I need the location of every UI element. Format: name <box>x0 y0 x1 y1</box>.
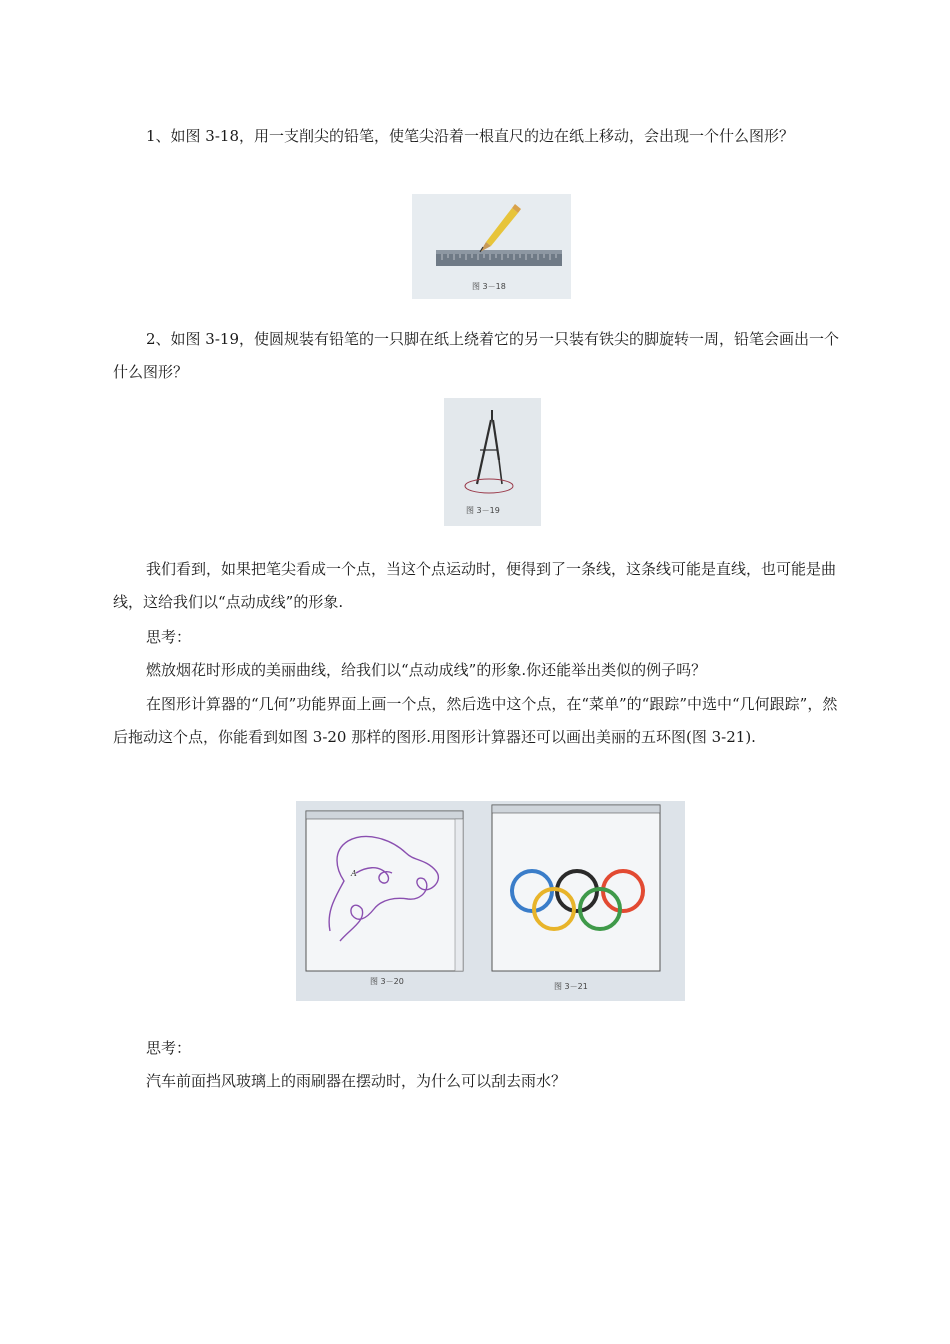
figure-3-20-caption: 图 3－20 <box>370 977 404 986</box>
figure-3-18 <box>412 194 571 299</box>
dot-forms-line-paragraph: 我们看到，如果把笔尖看成一个点，当这个点运动时，便得到了一条线，这条线可能是直线，也可能是曲线，这给我们以“点动成线”的形象. <box>113 560 837 611</box>
problem-2-text: 2、如图 3-19，使圆规装有铅笔的一只脚在纸上绕着它的另一只装有铁尖的脚旋转一周，铅笔会画出一个什么图形？ <box>113 330 840 381</box>
figure-3-20 <box>306 811 463 986</box>
figure-3-21 <box>492 805 660 991</box>
think-2-text: 汽车前面挡风玻璃上的雨刷器在摆动时，为什么可以刮去雨水？ <box>146 1072 567 1090</box>
calculator-paragraph: 在图形计算器的“几何”功能界面上画一个点，然后选中这个点，在“菜单”的“跟踪”中选中“几何跟踪”，然后拖动这个点，你能看到如图 3-20 那样的图形.用图形计算器还可以画出美丽的五环图(图 3-21). <box>113 695 838 746</box>
figure-3-19 <box>444 398 541 526</box>
think-1-text: 燃放烟花时形成的美丽曲线，给我们以“点动成线”的形象.你还能举出类似的例子吗？ <box>146 661 707 679</box>
figure-3-21-caption: 图 3－21 <box>554 982 588 991</box>
problem-1-text: 1、如图 3-18，用一支削尖的铅笔，使笔尖沿着一根直尺的边在纸上移动，会出现一个什么图形？ <box>146 127 795 145</box>
figure-3-19-caption: 图 3－19 <box>466 506 500 515</box>
figure-3-18-caption: 图 3－18 <box>472 282 506 291</box>
point-a-label: A <box>351 869 357 878</box>
think-1-label: 思考： <box>146 628 192 646</box>
figures-3-20-3-21 <box>296 801 685 1001</box>
think-2-label: 思考： <box>146 1039 192 1057</box>
